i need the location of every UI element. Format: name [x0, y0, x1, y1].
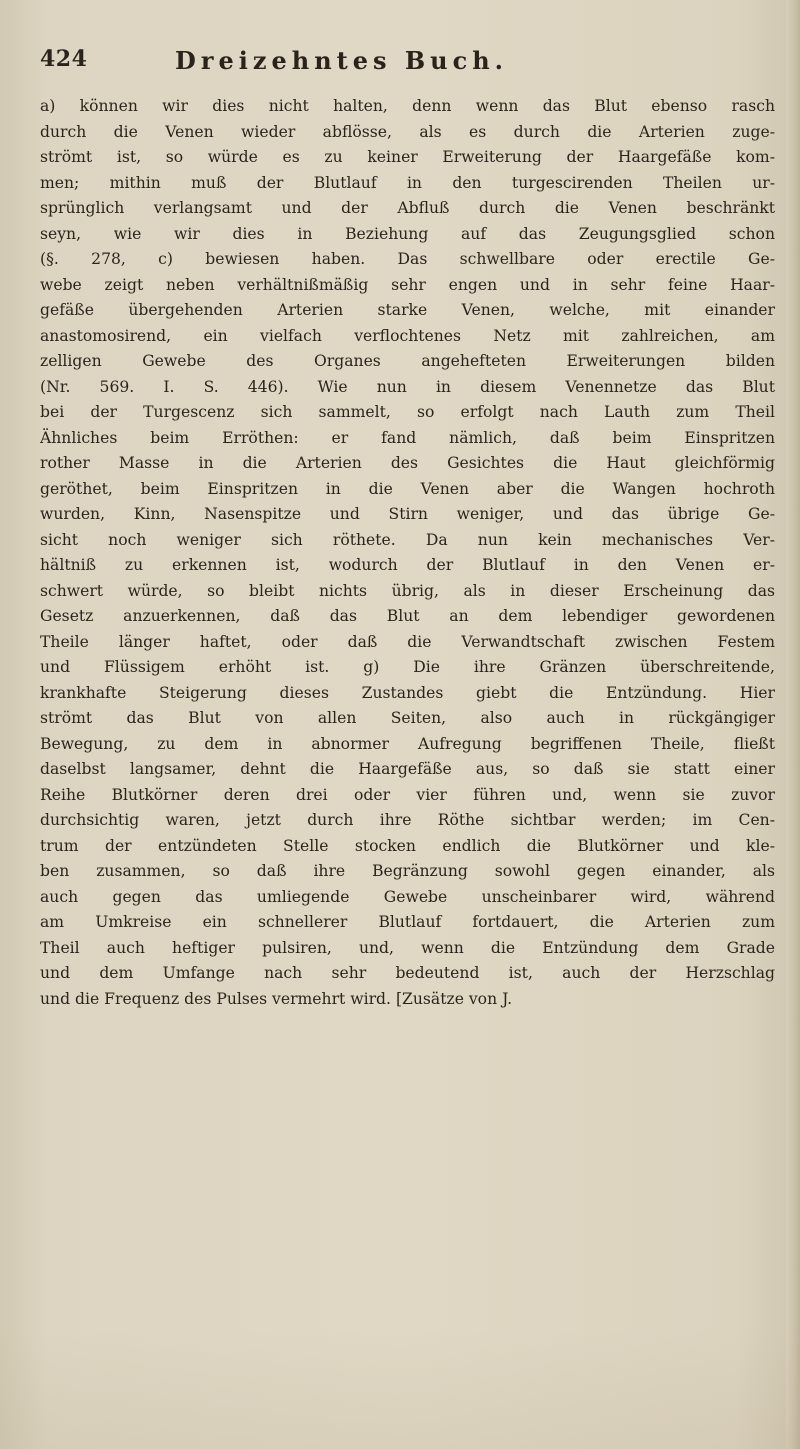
text-line: ben zusammen, so daß ihre Begränzung sowohl gegen einander, als	[40, 862, 775, 880]
text-line: durch die Venen wieder abflösse, als es durch die Arterien zuge-	[40, 122, 775, 141]
text-line: daselbst langsamer, dehnt die Haargefäße aus, so daß sie statt einer	[40, 760, 775, 778]
text-line: webe zeigt neben verhältnißmäßig sehr engen und in sehr feine Haar-	[40, 275, 775, 294]
text-line: wurden, Kinn, Nasenspitze und Stirn weniger, und das übrige Ge-	[40, 505, 775, 523]
text-line: geröthet, beim Einspritzen in die Venen aber die Wangen hochroth	[40, 479, 775, 498]
text-line: Reihe Blutkörner deren drei oder vier führen und, wenn sie zuvor	[40, 785, 775, 804]
running-head: Dreizehntes Buch.	[175, 46, 509, 75]
text-line: sprünglich verlangsamt und der Abfluß durch die Venen beschränkt	[40, 199, 775, 217]
body-text	[40, 94, 775, 1012]
text-line: bei der Turgescenz sich sammelt, so erfolgt nach Lauth zum Theil	[40, 403, 775, 421]
text-line: und die Frequenz des Pulses vermehrt wird. [Zusätze von J.	[40, 989, 513, 1008]
text-line: schwert würde, so bleibt nichts übrig, als in dieser Erscheinung das	[40, 581, 775, 600]
text-line: und Flüssigem erhöht ist. g) Die ihre Gränzen überschreitende,	[40, 658, 775, 676]
text-line: am Umkreise ein schnellerer Blutlauf fortdauert, die Arterien zum	[40, 913, 775, 931]
text-line: rother Masse in die Arterien des Gesichtes die Haut gleichförmig	[40, 454, 775, 472]
text-line: Bewegung, zu dem in abnormer Aufregung begriffenen Theile, fließt	[40, 734, 775, 753]
text-line: strömt ist, so würde es zu keiner Erweiterung der Haargefäße kom-	[40, 148, 775, 166]
text-line: auch gegen das umliegende Gewebe unscheinbarer wird, während	[40, 887, 775, 906]
page-edge-shadow	[786, 0, 800, 1449]
text-line: und dem Umfange nach sehr bedeutend ist, auch der Herzschlag	[40, 964, 775, 982]
text-line: trum der entzündeten Stelle stocken endlich die Blutkörner und kle-	[40, 836, 775, 855]
text-line: (Nr. 569. I. S. 446). Wie nun in diesem Venennetze das Blut	[40, 377, 775, 396]
text-line: Theil auch heftiger pulsiren, und, wenn die Entzündung dem Grade	[40, 938, 775, 957]
text-line: seyn, wie wir dies in Beziehung auf das Zeugungsglied schon	[40, 224, 775, 243]
text-line: a) können wir dies nicht halten, denn wenn das Blut ebenso rasch	[40, 97, 775, 115]
page-header	[40, 44, 775, 88]
text-line: Ähnliches beim Erröthen: er fand nämlich, daß beim Einspritzen	[40, 428, 775, 447]
text-line: sicht noch weniger sich röthete. Da nun kein mechanisches Ver-	[40, 530, 775, 549]
text-line: men; mithin muß der Blutlauf in den turgescirenden Theilen ur-	[40, 173, 775, 192]
text-line: durchsichtig waren, jetzt durch ihre Röthe sichtbar werden; im Cen-	[40, 811, 775, 829]
text-line: Gesetz anzuerkennen, daß das Blut an dem lebendiger gewordenen	[40, 607, 775, 625]
text-line: krankhafte Steigerung dieses Zustandes giebt die Entzündung. Hier	[40, 683, 775, 702]
text-line: strömt das Blut von allen Seiten, also auch in rückgängiger	[40, 709, 775, 727]
text-line: Theile länger haftet, oder daß die Verwandtschaft zwischen Festem	[40, 632, 775, 651]
text-line: hältniß zu erkennen ist, wodurch der Blutlauf in den Venen er-	[40, 556, 775, 574]
text-line: gefäße übergehenden Arterien starke Venen, welche, mit einander	[40, 301, 775, 319]
page-number: 424	[40, 46, 88, 72]
text-line: zelligen Gewebe des Organes angehefteten Erweiterungen bilden	[40, 352, 775, 370]
page-bottom-shading	[0, 1329, 800, 1449]
text-line: (§. 278, c) bewiesen haben. Das schwellbare oder erectile Ge-	[40, 250, 775, 268]
text-line: anastomosirend, ein vielfach verflochtenes Netz mit zahlreichen, am	[40, 326, 775, 345]
